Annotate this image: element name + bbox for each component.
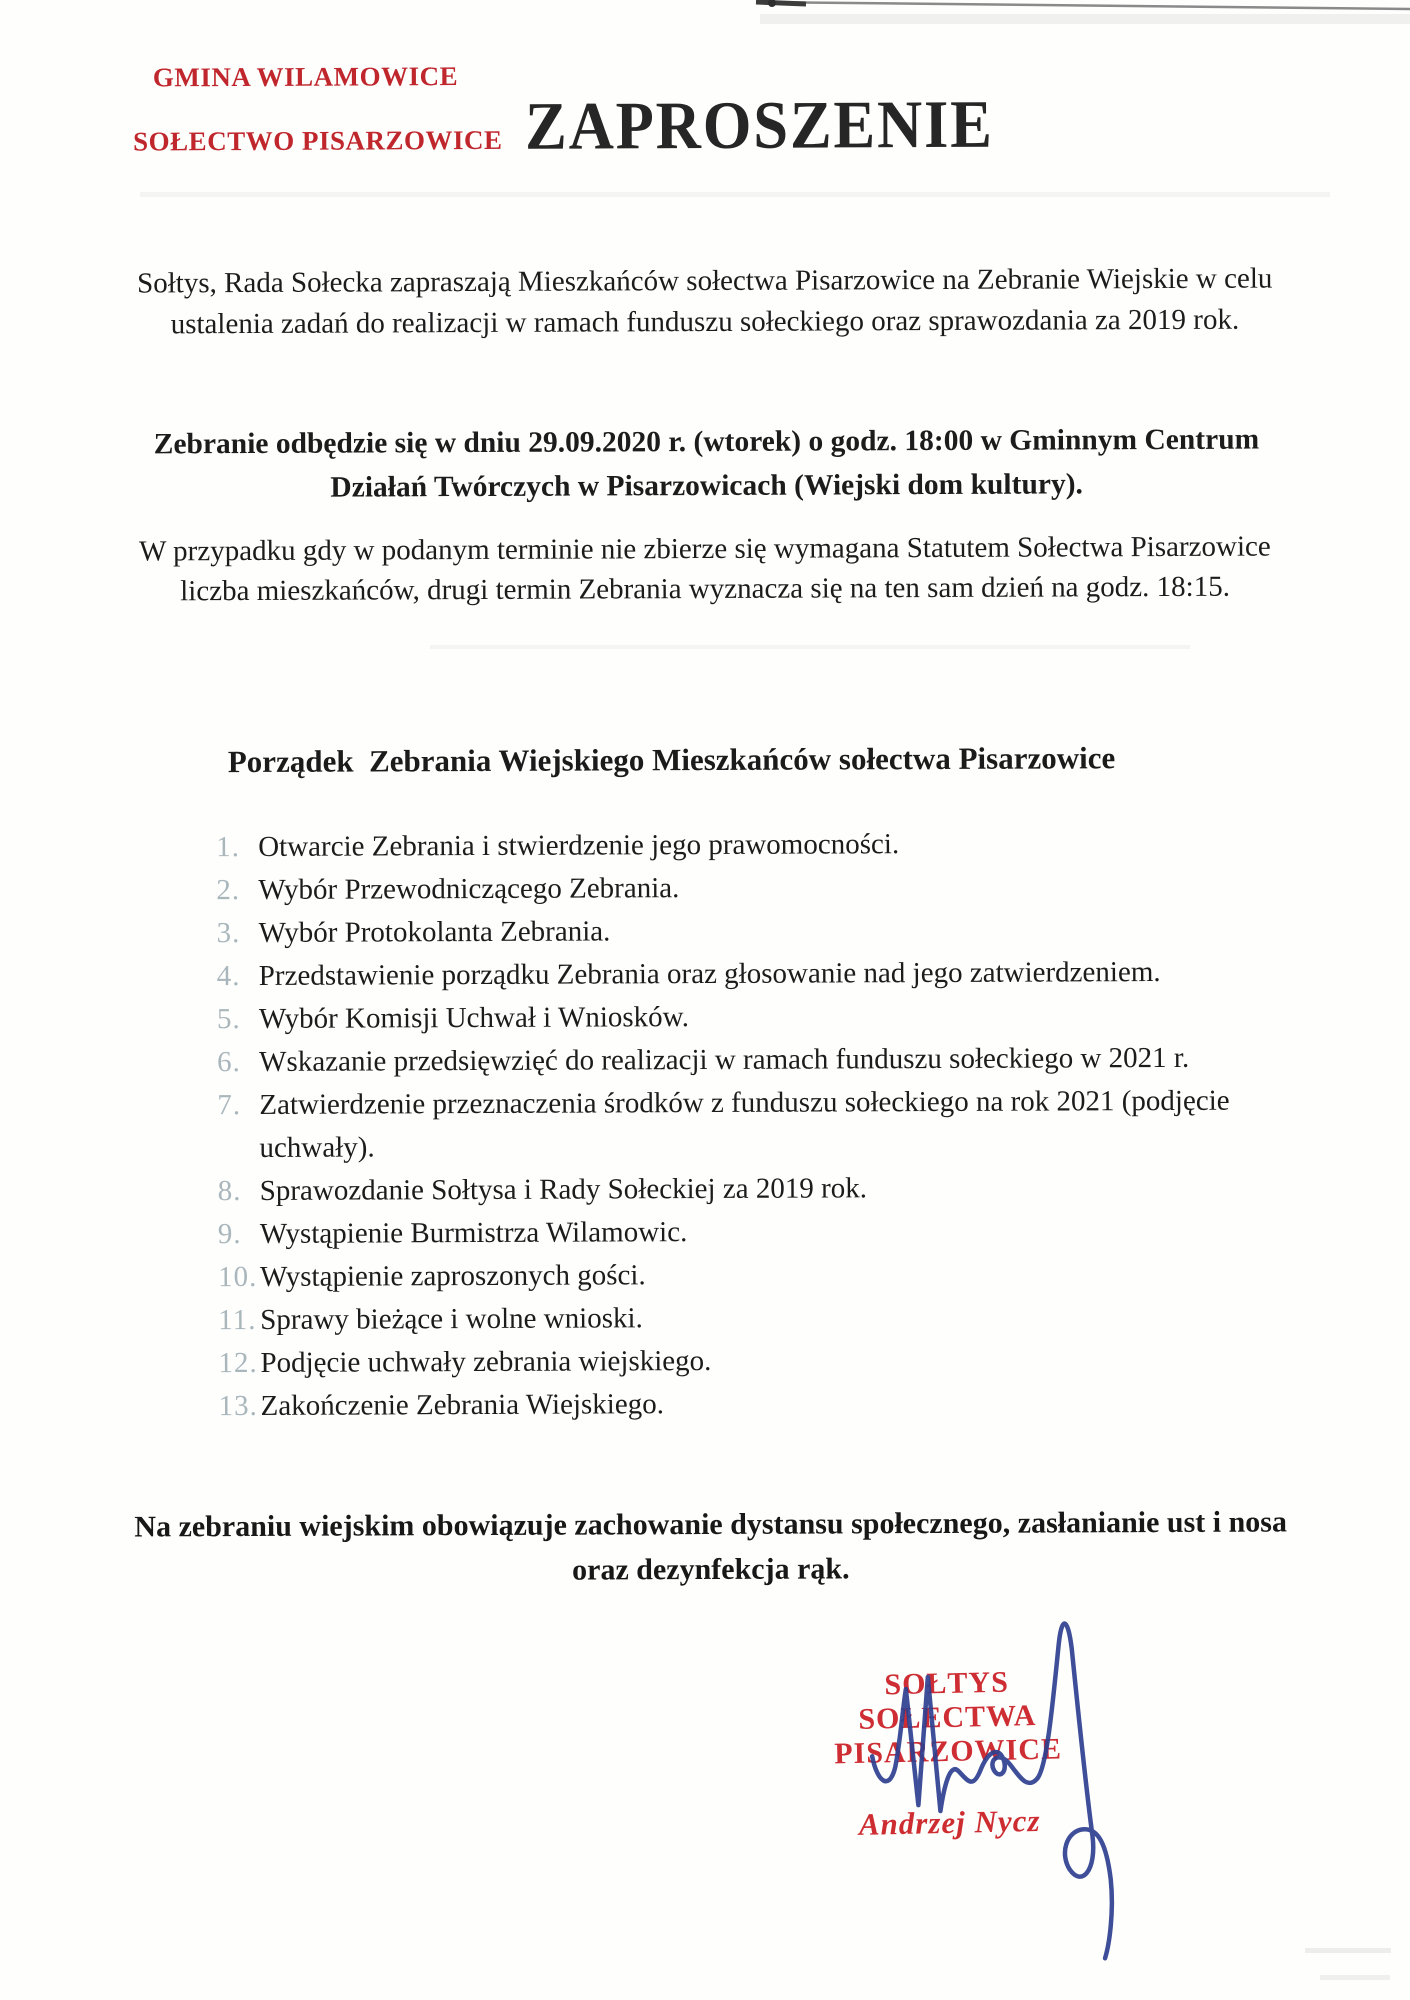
second-term-paragraph: W przypadku gdy w podanym terminie nie zbierze się wymagana Statutem Sołectwa Pisarzowice liczba mieszkańców, drugi termin Zebrania wyznacza się na ten sam dzień na godz. 18:15. (138, 530, 1271, 608)
agenda-item-number: 7. (217, 1089, 242, 1122)
page-title: ZAPROSZENIE (524, 85, 994, 164)
agenda-item (217, 993, 1333, 1041)
agenda-item-text: Zatwierdzenie przeznaczenia środków z funduszu sołeckiego na rok 2021 (podjęcie uchwały). (259, 1084, 1230, 1164)
agenda-list (216, 821, 1335, 1428)
covid-note: Na zebraniu wiejskim obowiązuje zachowanie dystansu społecznego, zasłanianie ust i nosa oraz dezynfekcja rąk. (134, 1505, 1288, 1587)
agenda-item (217, 950, 1333, 998)
intro-paragraph: Sołtys, Rada Sołecka zapraszają Mieszkańców sołectwa Pisarzowice na Zebranie Wiejskie w celu ustalenia zadań do realizacji w ramach funduszu sołeckiego oraz sprawozdania za 2019 rok. (136, 262, 1273, 341)
agenda-item-number: 13. (218, 1389, 258, 1423)
agenda-item-number: 4. (216, 960, 241, 993)
agenda-item (218, 1208, 1334, 1256)
agenda-item-text: Wybór Przewodniczącego Zebrania. (258, 872, 680, 906)
agenda-item-number: 1. (216, 831, 241, 864)
agenda-item-text: Wystąpienie Burmistrza Wilamowic. (259, 1216, 688, 1250)
agenda-item-text: Wskazanie przedsięwzięć do realizacji w ramach funduszu sołeckiego w 2021 r. (259, 1041, 1190, 1078)
soltys-stamp (792, 1664, 1104, 1845)
agenda-item (217, 1079, 1333, 1170)
agenda-item (218, 1165, 1334, 1213)
letterhead-org-line-2: SOŁECTWO PISARZOWICE (133, 124, 503, 157)
agenda-item-text: Zakończenie Zebrania Wiejskiego. (260, 1388, 665, 1422)
agenda-item (217, 1036, 1333, 1084)
agenda-item (216, 821, 1332, 869)
agenda-item-text: Przedstawienie porządku Zebrania oraz głosowanie nad jego zatwierdzeniem. (258, 956, 1161, 992)
agenda-item-text: Wystąpienie zaproszonych gości. (260, 1259, 646, 1293)
agenda-item-number: 9. (217, 1218, 242, 1251)
stamp-line-2: PISARZOWICE (833, 1732, 1063, 1771)
agenda-item-text: Wybór Komisji Uchwał i Wniosków. (258, 1001, 690, 1035)
agenda-item (218, 1251, 1334, 1299)
agenda-item-text: Sprawy bieżące i wolne wnioski. (260, 1302, 643, 1336)
agenda-item-text: Wybór Protokolanta Zebrania. (258, 915, 611, 949)
stamp-name: Andrzej Nycz (858, 1802, 1041, 1842)
agenda-item-text: Sprawozdanie Sołtysa i Rady Sołeckiej za 2019 rok. (259, 1172, 868, 1207)
agenda-item (216, 864, 1332, 912)
agenda-item (216, 907, 1332, 955)
agenda-item (218, 1337, 1334, 1385)
agenda-item (219, 1380, 1335, 1428)
agenda-item-number: 3. (216, 917, 241, 950)
stamp-line-1: SOŁTYS SOŁECTWA (857, 1665, 1037, 1736)
agenda-item-number: 2. (216, 874, 241, 907)
agenda-item-number: 11. (218, 1303, 257, 1337)
meeting-info-paragraph: Zebranie odbędzie się w dniu 29.09.2020 r. (wtorek) o godz. 18:00 w Gminnym Centrum Działań Twórczych w Pisarzowicach (Wiejski dom kultury). (153, 423, 1260, 504)
agenda-item (218, 1294, 1334, 1342)
letterhead-org-line-1: GMINA WILAMOWICE (152, 61, 459, 93)
agenda-item-number: 5. (216, 1003, 241, 1036)
agenda-item-number: 6. (217, 1046, 241, 1079)
agenda-heading: Porządek Zebrania Wiejskiego Mieszkańców sołectwa Pisarzowice (227, 740, 1116, 780)
agenda-item-number: 12. (218, 1346, 258, 1380)
agenda-item-number: 8. (217, 1175, 242, 1208)
agenda-item-text: Podjęcie uchwały zebrania wiejskiego. (260, 1344, 712, 1379)
agenda-item-number: 10. (218, 1260, 258, 1294)
agenda-item-text: Otwarcie Zebrania i stwierdzenie jego prawomocności. (258, 828, 900, 863)
